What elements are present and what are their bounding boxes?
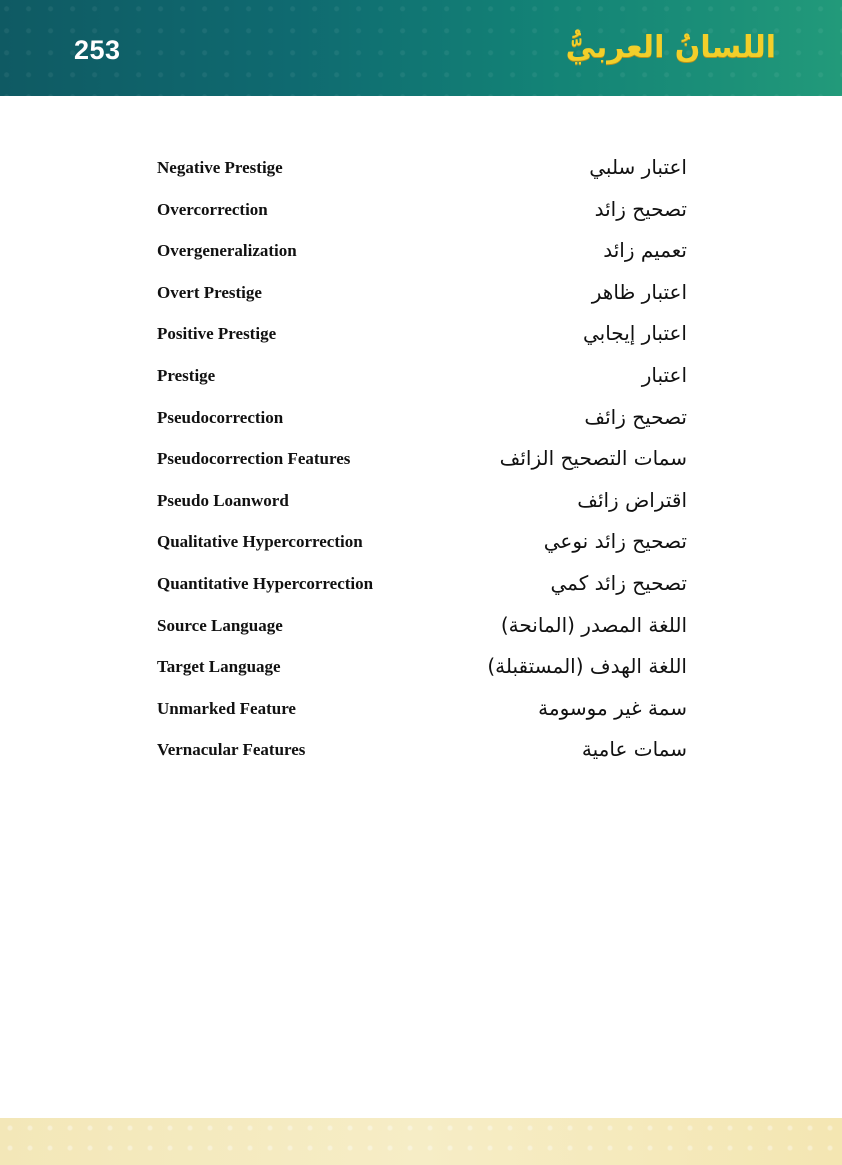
term-arabic: سمات التصحيح الزائف — [499, 446, 687, 471]
glossary-row — [157, 691, 687, 733]
term-english: Quantitative Hypercorrection — [157, 573, 374, 593]
term-english: Unmarked Feature — [157, 698, 296, 718]
term-arabic: اعتبار إيجابي — [582, 321, 687, 346]
term-arabic: تصحيح زائد نوعي — [543, 529, 687, 554]
glossary-row — [157, 316, 687, 358]
glossary-row — [157, 275, 687, 317]
term-arabic: اللغة الهدف (المستقبلة) — [487, 654, 687, 679]
page-footer-band — [0, 1118, 842, 1165]
term-arabic: اعتبار سلبي — [589, 155, 687, 179]
term-arabic: سمات عامية — [581, 737, 687, 762]
glossary-row — [157, 608, 687, 650]
term-arabic: اعتبار — [641, 362, 687, 387]
glossary-row — [157, 150, 687, 192]
term-arabic: اللغة المصدر (المانحة) — [500, 612, 687, 637]
term-arabic: تصحيح زائد — [594, 196, 687, 221]
term-english: Source Language — [157, 615, 283, 635]
page-number: 253 — [74, 35, 121, 65]
glossary-row — [157, 524, 687, 566]
term-arabic: تعميم زائد — [603, 238, 687, 263]
glossary-row — [157, 400, 687, 442]
term-english: Prestige — [157, 365, 216, 385]
glossary-row — [157, 649, 687, 691]
term-english: Pseudo Loanword — [157, 490, 289, 510]
term-arabic: اعتبار ظاهر — [591, 279, 687, 304]
glossary-row — [157, 566, 687, 608]
glossary-row — [157, 233, 687, 275]
term-english: Pseudocorrection Features — [157, 449, 351, 469]
term-english: Negative Prestige — [157, 158, 283, 177]
glossary-row — [157, 358, 687, 400]
glossary-row — [157, 483, 687, 525]
term-english: Overt Prestige — [157, 282, 262, 302]
journal-logo: اللسانُ العربيُّ — [565, 30, 776, 65]
glossary-list — [157, 150, 687, 774]
page-header — [0, 0, 842, 96]
term-arabic: تصحيح زائد كمي — [550, 570, 687, 595]
term-english: Overcorrection — [157, 199, 268, 219]
glossary-row — [157, 732, 687, 774]
term-english: Target Language — [157, 657, 281, 677]
term-english: Vernacular Features — [157, 740, 306, 760]
glossary-row — [157, 192, 687, 234]
term-arabic: تصحيح زائف — [584, 404, 687, 429]
term-english: Positive Prestige — [157, 324, 277, 344]
term-arabic: سمة غير موسومة — [538, 695, 687, 720]
term-english: Pseudocorrection — [157, 407, 284, 427]
term-english: Overgeneralization — [157, 241, 297, 261]
term-arabic: اقتراض زائف — [577, 487, 687, 512]
term-english: Qualitative Hypercorrection — [157, 532, 363, 552]
glossary-row — [157, 441, 687, 483]
